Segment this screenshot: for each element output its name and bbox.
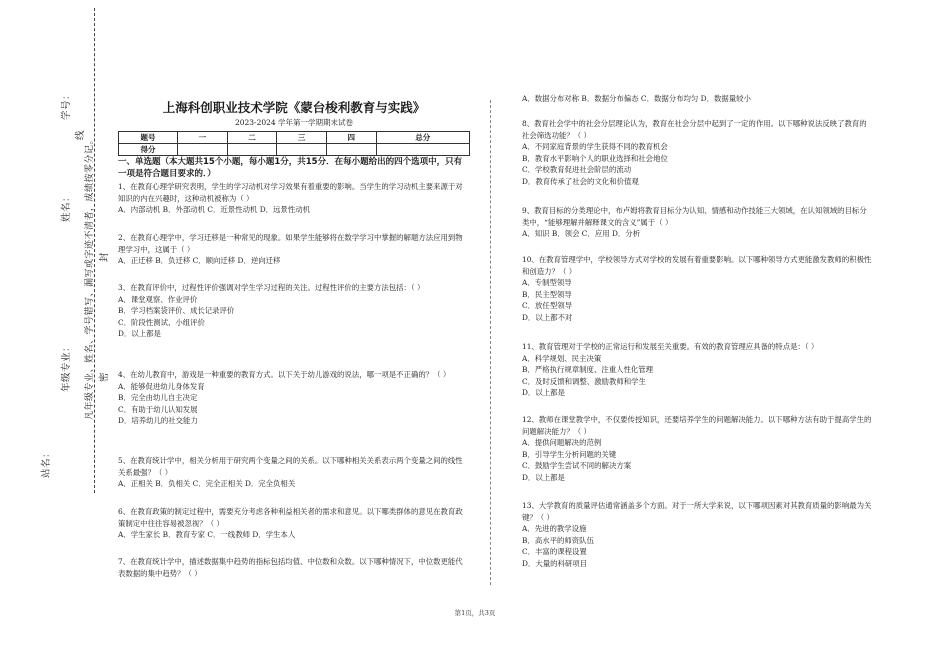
score-header-row	[119, 132, 470, 144]
q7-options	[522, 93, 874, 105]
option[interactable]: D．教育传承了社会的文化和价值观	[522, 176, 639, 186]
score-cell: 三	[277, 132, 327, 144]
option[interactable]: A．先进的教学设施	[522, 524, 587, 534]
question	[522, 414, 874, 484]
option[interactable]: A．不同家庭背景的学生获得不同的教育机会	[522, 142, 668, 152]
score-cell: 得分	[119, 144, 178, 156]
option[interactable]: D．以上都是	[522, 472, 565, 482]
option[interactable]: A．正迁移 B．负迁移 C．顺向迁移 D．逆向迁移	[118, 256, 281, 266]
question	[522, 341, 874, 399]
option[interactable]: C．鼓励学生尝试不同的解决方案	[522, 461, 632, 471]
option[interactable]: A．学生家长 B．教育专家 C．一线教师 D．学生本人	[118, 530, 296, 540]
section-heading: 一、单选题（本大题共15个小题，每小题1分，共15分．在每小题给出的四个选项中，只有一项是符合题目要求的．）	[118, 157, 463, 179]
option[interactable]: C．放任型领导	[522, 301, 572, 311]
option[interactable]: A．内部动机 B．外部动机 C．近景性动机 D．远景性动机	[118, 205, 310, 215]
option[interactable]: C．有助于幼儿认知发展	[118, 404, 198, 414]
option[interactable]: D．培养幼儿的社交能力	[118, 416, 198, 426]
option[interactable]: B．严格执行规章制度、注重人性化管理	[522, 365, 654, 375]
option[interactable]: A．能够促进幼儿身体发育	[118, 381, 205, 391]
question-text: 12、教师在课堂教学中，不仅要传授知识，还要培养学生的问题解决能力。以下哪种方法有助于提高学生的问题解决能力？（ ）	[522, 415, 872, 436]
question-text: 1、在教育心理学研究表明，学生的学习动机对学习效果有着重要的影响。当学生的学习动机主要来源于对知识的内在兴趣时，这种动机被称为（ ）	[118, 182, 463, 203]
score-cell: 二	[227, 132, 277, 144]
seal-label: 密	[99, 371, 110, 382]
page-footer: 第1页，共3页	[454, 609, 496, 617]
column-divider	[490, 100, 491, 585]
score-cell: 题号	[119, 132, 178, 144]
xian-label: 线	[75, 129, 86, 140]
question-text: 13、大学教育的质量评估通常涵盖多个方面。对于一所大学来说，以下哪项因素对其教育质量的影响最为关键？（ ）	[522, 501, 872, 522]
option[interactable]: B．引导学生分析问题的关键	[522, 449, 617, 459]
exam-title: 上海科创职业技术学院《蒙台梭利教育与实践》	[162, 100, 426, 115]
feng-label: 封	[99, 251, 110, 262]
option: A．数据分布对称 B．数据分布偏态 C．数据分布均匀 D．数据量较小	[522, 94, 751, 103]
question	[118, 282, 470, 340]
score-input[interactable]	[227, 144, 277, 156]
question	[118, 556, 470, 579]
option[interactable]: C．阶段性测试、小组评价	[118, 317, 205, 327]
question-text: 6、在教育政策的制定过程中，需要充分考虑各种利益相关者的需求和意见。以下哪类群体的意见在教育政策制定中往往容易被忽视？（ ）	[118, 507, 463, 528]
option[interactable]: B．教育水平影响个人的职业选择和社会地位	[522, 153, 668, 163]
question-text: 3、在教育评价中，过程性评价强调对学生学习过程的关注。过程性评价的主要方法包括：（ ）	[118, 283, 425, 292]
question	[118, 181, 470, 216]
score-table	[118, 131, 470, 156]
option[interactable]: A．正相关 B．负相关 C．完全正相关 D．完全负相关	[118, 479, 296, 489]
question-text: 8、教育社会学中的社会分层理论认为，教育在社会分层中起到了一定的作用。以下哪种说法反映了教育的社会筛选功能？（ ）	[522, 119, 867, 140]
score-input[interactable]	[178, 144, 228, 156]
question-text: 10、在教育管理学中，学校领导方式对学校的发展有着重要影响。以下哪种领导方式更能激发教师的积极性和创造力？（ ）	[522, 255, 872, 276]
question	[118, 232, 470, 267]
question	[522, 500, 874, 570]
score-input[interactable]	[326, 144, 376, 156]
option[interactable]: A．知识 B．领会 C．应用 D．分析	[522, 229, 641, 239]
question	[522, 118, 874, 188]
option[interactable]: D．大量的科研项目	[522, 558, 588, 568]
score-value-row	[119, 144, 470, 156]
option[interactable]: B．完全由幼儿自主决定	[118, 393, 198, 403]
option[interactable]: A．课堂观察、作业评价	[118, 294, 198, 304]
name-label: 姓名：	[61, 191, 72, 222]
question	[118, 506, 470, 541]
option[interactable]: B．高水平的师资队伍	[522, 535, 594, 545]
binding-margin	[0, 0, 110, 672]
student-id-label: 学号：	[61, 89, 72, 120]
question-text: 5、在教育统计学中，相关分析用于研究两个变量之间的关系。以下哪种相关关系表示两个变量之间的线性关系最强？（ ）	[118, 456, 463, 477]
option[interactable]: C．学校教育促进社会阶层的流动	[522, 165, 632, 175]
score-input[interactable]	[277, 144, 327, 156]
question	[522, 205, 874, 240]
score-input[interactable]	[376, 144, 470, 156]
question-text: 4、在幼儿教育中，游戏是一种重要的教育方式。以下关于幼儿游戏的说法，哪一项是不正确的？（ ）	[118, 370, 451, 379]
option[interactable]: A．专制型领导	[522, 278, 572, 288]
score-cell: 总分	[376, 132, 470, 144]
option[interactable]: C．丰富的课程设置	[522, 547, 587, 557]
option[interactable]: C．及时反馈和调整、激励教师和学生	[522, 376, 646, 386]
question	[118, 455, 470, 490]
option[interactable]: A．提供问题解决的范例	[522, 438, 602, 448]
score-cell: 一	[178, 132, 228, 144]
grade-major-label: 年级专业：	[61, 341, 72, 392]
option[interactable]: D．以上都是	[118, 329, 161, 339]
option[interactable]: D．以上都是	[522, 388, 565, 398]
question-text: 11、教育管理对于学校的正常运行和发展至关重要。有效的教育管理应具备的特点是：（ ）	[522, 342, 819, 351]
option[interactable]: B．学习档案袋评价、成长记录评价	[118, 306, 235, 316]
question-text: 7、在教育统计学中，描述数据集中趋势的指标包括均值、中位数和众数。以下哪种情况下，中位数更能代表数据的集中趋势？（ ）	[118, 557, 463, 578]
exam-subtitle: 2023-2024 学年第一学期期末试卷	[234, 118, 354, 127]
question-text: 2、在教育心理学中，学习迁移是一种常见的现象。如果学生能够将在数学学习中掌握的解题方法应用到物理学习中，这属于（ ）	[118, 233, 463, 254]
option[interactable]: B．民主型领导	[522, 289, 572, 299]
question	[118, 369, 470, 427]
question	[522, 254, 874, 324]
instruction-text: 凡年级专业、姓名、学号错写、漏写或字迹不清者，成绩按零分记。	[85, 134, 95, 420]
question-text: 9、教育目标的分类理论中，布卢姆将教育目标分为认知、情感和动作技能三大领域，在认知领域的目标分类中，“能够理解并解释课文的含义”属于（ ）	[522, 206, 867, 227]
school-label: 站名：	[41, 447, 52, 478]
score-cell: 四	[326, 132, 376, 144]
option[interactable]: A．科学规划、民主决策	[522, 353, 602, 363]
option[interactable]: D．以上都不对	[522, 312, 573, 322]
